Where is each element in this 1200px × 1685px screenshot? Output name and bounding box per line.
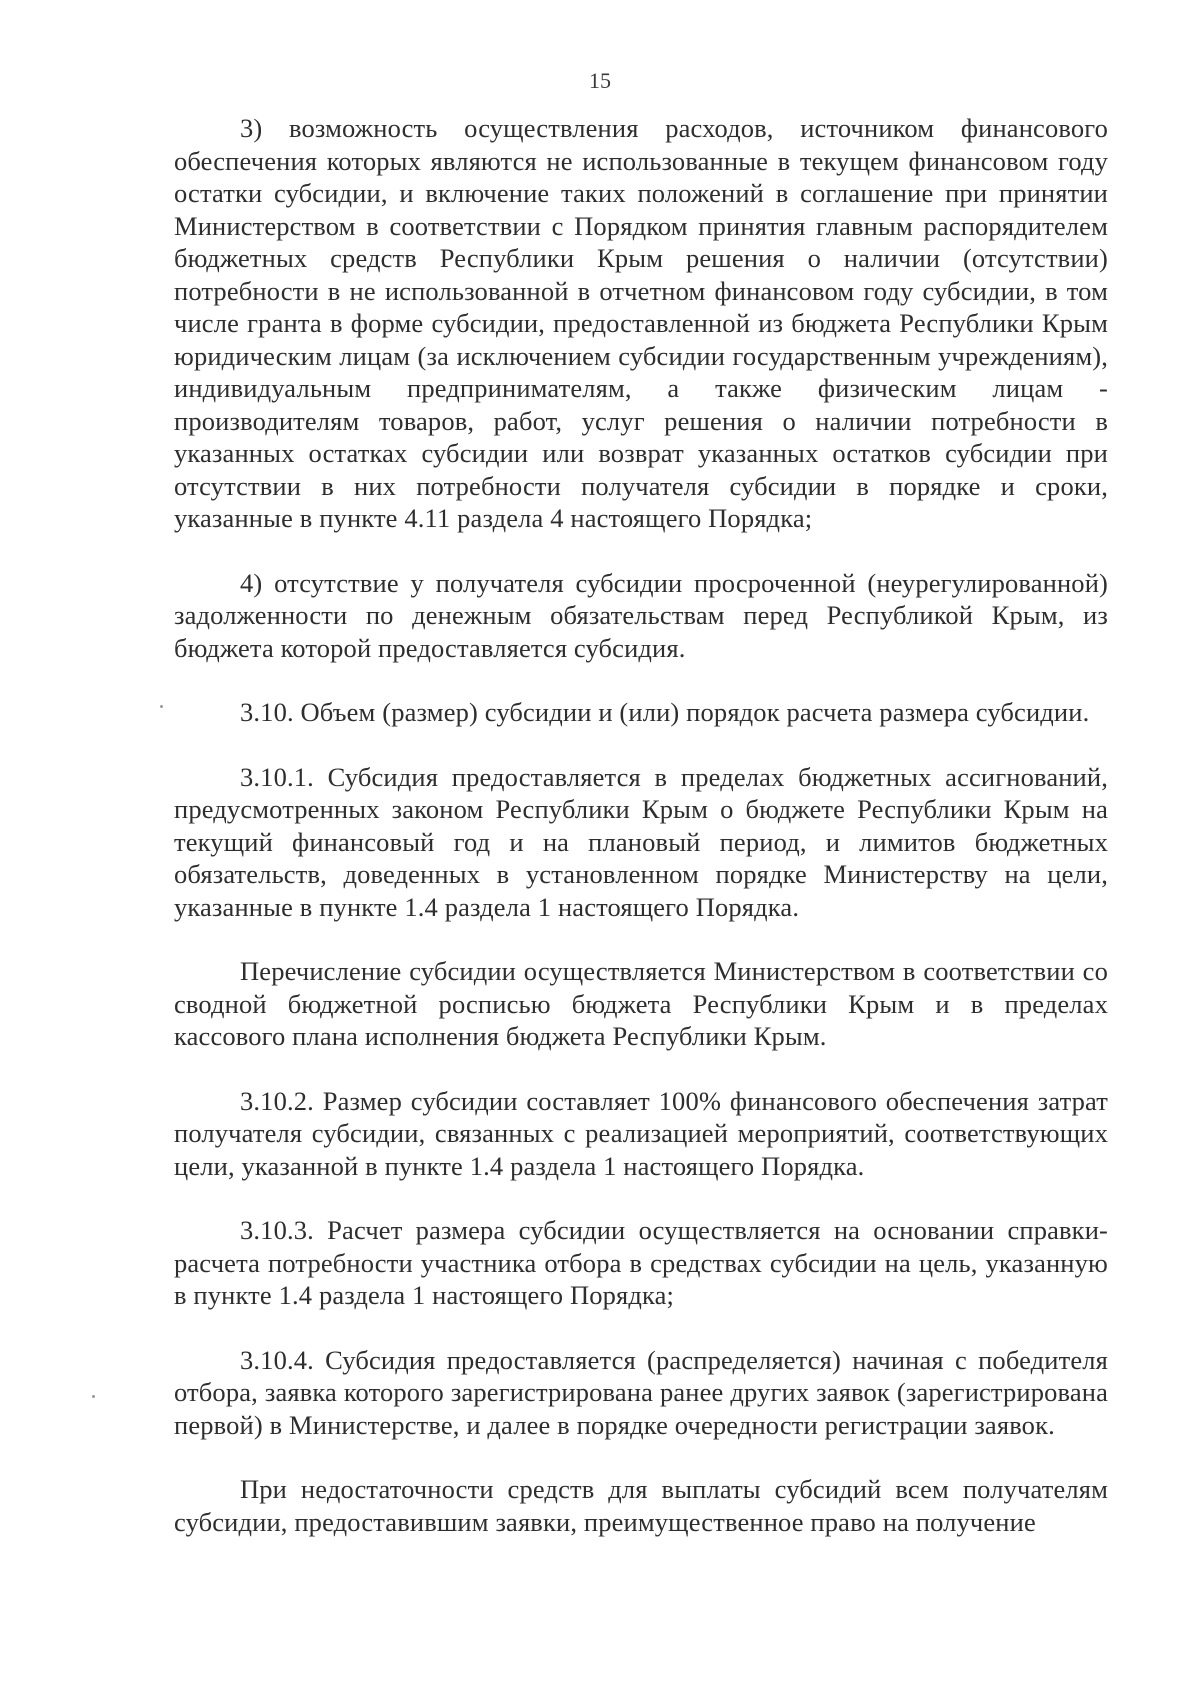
scan-speck [160,705,163,708]
paragraph-item-3: 3) возможность осуществления расходов, источником финансового обеспечения которых являются не использованные в текущем финансовом году остатки субсидии, и включение таких положений в соглашение при принятии Министерством в соответствии с Порядком принятия главным распорядителем бюджетных средств Республики Крым решения о наличии (отсутствии) потребности в не использованной в отчетном финансовом году субсидии, в том числе гранта в форме субсидии, предоставленной из бюджета Республики Крым юридическим лицам (за исключением субсидии государственным учреждениям), индивидуальным предпринимателям, а также физическим лицам - производителям товаров, работ, услуг решения о наличии потребности в указанных остатках субсидии или возврат указанных остатков субсидии при отсутствии в них потребности получателя субсидии в порядке и сроки, указанные в пункте 4.11 раздела 4 настоящего Порядка; [174,113,1108,533]
paragraph-transfer: Перечисление субсидии осуществляется Министерством в соответствии со сводной бюджетной росписью бюджета Республики Крым и в пределах кассового плана исполнения бюджета Республики Крым. [174,956,1108,1051]
paragraph-3-10-4: 3.10.4. Субсидия предоставляется (распределяется) начиная с победителя отбора, заявка которого зарегистрирована ранее других заявок (зарегистрирована первой) в Министерстве, и далее в порядке очередности регистрации заявок. [174,1344,1108,1440]
document-body [174,112,1108,1538]
paragraph-3-10-2: 3.10.2. Размер субсидии составляет 100% финансового обеспечения затрат получателя субсидии, связанных с реализацией мероприятий, соответствующих цели, указанной в пункте 1.4 раздела 1 настоящего Порядка. [174,1085,1108,1181]
page-number: 15 [589,68,611,93]
paragraph-item-4: 4) отсутствие у получателя субсидии просроченной (неурегулированной) задолженности по денежным обязательствам перед Республикой Крым, из бюджета которой предоставляется субсидия. [174,567,1108,663]
paragraph-insufficiency: При недостаточности средств для выплаты субсидий всем получателям субсидии, предоставившим заявки, преимущественное право на получение [174,1474,1108,1537]
paragraph-3-10-1: 3.10.1. Субсидия предоставляется в пределах бюджетных ассигнований, предусмотренных законом Республики Крым о бюджете Республики Крым на текущий финансовый год и на плановый период, и лимитов бюджетных обязательств, доведенных в установленном порядке Министерству на цели, указанные в пункте 1.4 раздела 1 настоящего Порядка. [174,761,1108,922]
paragraph-3-10-3: 3.10.3. Расчет размера субсидии осуществляется на основании справки-расчета потребности участника отбора в средствах субсидии на цель, указанную в пункте 1.4 раздела 1 настоящего Порядка; [174,1215,1108,1310]
scan-speck [92,1395,95,1398]
paragraph-3-10: 3.10. Объем (размер) субсидии и (или) порядок расчета размера субсидии. [240,697,1090,727]
